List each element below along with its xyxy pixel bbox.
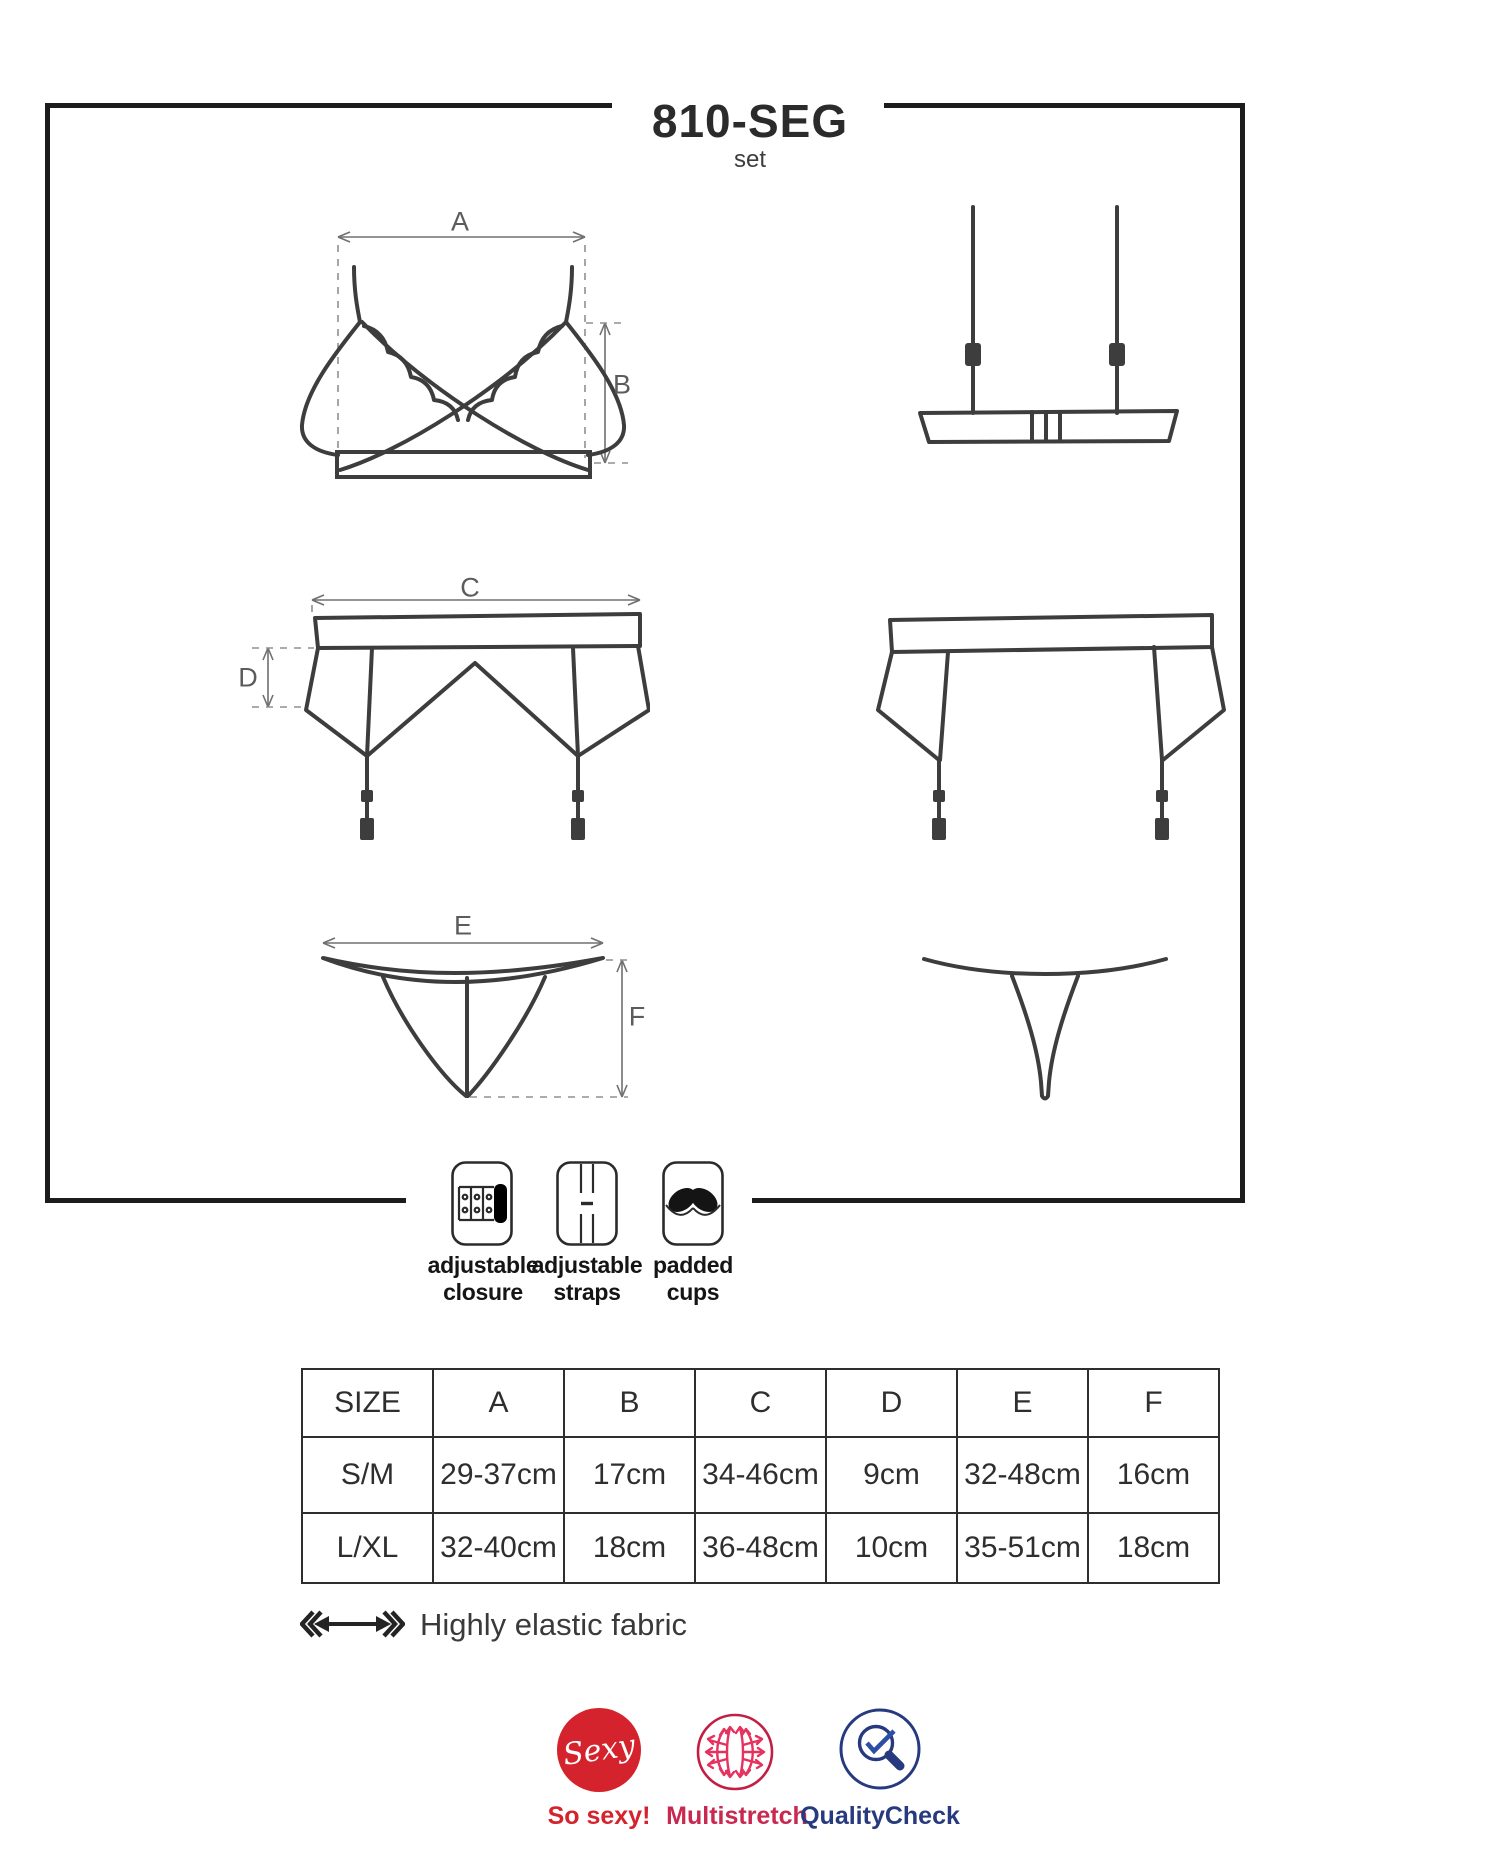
- size-table-header-row: [302, 1369, 1219, 1437]
- adjustable-straps-icon: [555, 1160, 619, 1247]
- feature-label-cups: [653, 1252, 733, 1306]
- size-cell: S/M: [302, 1437, 433, 1513]
- col-header: B: [564, 1369, 695, 1437]
- dim-label-f: F: [628, 1001, 646, 1032]
- bra-back-outline: [920, 207, 1177, 442]
- thong-back-outline: [924, 959, 1166, 1099]
- dim-label-e: E: [453, 910, 473, 941]
- value-cell: 32-40cm: [433, 1513, 564, 1583]
- value-cell: 29-37cm: [433, 1437, 564, 1513]
- adjustable-closure-icon: [450, 1160, 514, 1247]
- dim-label-c: C: [460, 572, 480, 603]
- size-table-row-sm: [302, 1437, 1219, 1513]
- garter-outline: [306, 614, 649, 840]
- fabric-note: Highly elastic fabric: [420, 1607, 688, 1642]
- col-header: D: [826, 1369, 957, 1437]
- feature-label-line: adjustable: [427, 1252, 539, 1278]
- garter-back-drawing: [860, 560, 1240, 850]
- value-cell: 36-48cm: [695, 1513, 826, 1583]
- bra-outline: [302, 267, 624, 477]
- garter-back-outline: [878, 615, 1224, 840]
- col-header: SIZE: [302, 1369, 433, 1437]
- thong-outline: [323, 958, 603, 1096]
- dimension-guides: [338, 245, 628, 463]
- col-header: A: [433, 1369, 564, 1437]
- garter-front-drawing: [230, 560, 650, 850]
- padded-cups-icon: [661, 1160, 725, 1247]
- multistretch-badge-label: Multistretch: [666, 1802, 808, 1830]
- value-cell: 18cm: [1088, 1513, 1219, 1583]
- value-cell: 9cm: [826, 1437, 957, 1513]
- feature-label-line: closure: [443, 1279, 523, 1306]
- value-cell: 18cm: [564, 1513, 695, 1583]
- page-subtitle: set: [733, 146, 767, 173]
- feature-label-line: adjustable: [531, 1252, 643, 1278]
- page-title: 810-SEG: [651, 95, 849, 147]
- dimension-arrows: [263, 595, 640, 707]
- feature-label-line: straps: [553, 1279, 621, 1306]
- dimension-arrows: [338, 232, 610, 463]
- col-header: C: [695, 1369, 826, 1437]
- dim-label-b: B: [612, 369, 632, 400]
- multistretch-badge-icon: [695, 1712, 775, 1792]
- col-header: E: [957, 1369, 1088, 1437]
- feature-label-straps: [532, 1252, 643, 1306]
- sexy-badge-icon: [555, 1706, 643, 1794]
- qualitycheck-badge-label: QualityCheck: [800, 1802, 960, 1830]
- dimension-guides: [252, 605, 314, 707]
- elastic-arrow-icon: [300, 1605, 405, 1643]
- size-table-row-lxl: [302, 1513, 1219, 1583]
- value-cell: 16cm: [1088, 1437, 1219, 1513]
- bra-back-drawing: [880, 200, 1240, 450]
- size-cell: L/XL: [302, 1513, 433, 1583]
- feature-label-line: cups: [666, 1279, 720, 1306]
- dim-label-d: D: [238, 662, 258, 693]
- value-cell: 34-46cm: [695, 1437, 826, 1513]
- thong-front-drawing: [250, 910, 670, 1120]
- value-cell: 32-48cm: [957, 1437, 1088, 1513]
- sexy-badge-label: So sexy!: [547, 1802, 651, 1830]
- value-cell: 35-51cm: [957, 1513, 1088, 1583]
- sexy-circle-text: Sexy: [560, 1728, 638, 1773]
- size-table: [301, 1368, 1220, 1584]
- thong-back-drawing: [900, 930, 1220, 1120]
- feature-label-line: padded: [653, 1252, 733, 1278]
- qualitycheck-badge-icon: [836, 1705, 924, 1793]
- dim-label-a: A: [450, 206, 470, 237]
- feature-label-closure: [428, 1252, 539, 1306]
- value-cell: 10cm: [826, 1513, 957, 1583]
- value-cell: 17cm: [564, 1437, 695, 1513]
- col-header: F: [1088, 1369, 1219, 1437]
